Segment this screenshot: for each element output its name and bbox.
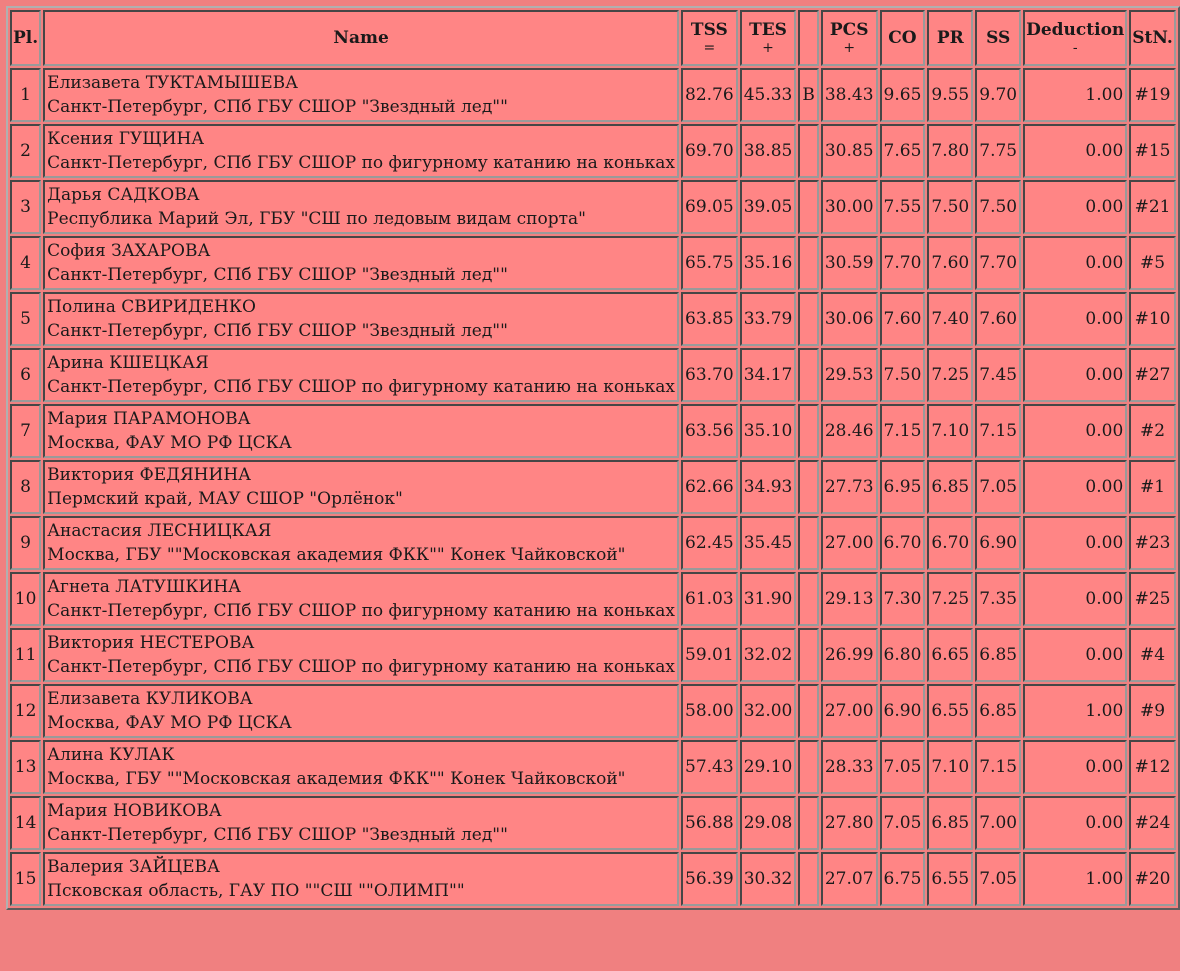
pr-cell: 7.10	[927, 404, 973, 458]
athlete-name: Полина СВИРИДЕНКО	[47, 297, 256, 317]
mark-cell	[798, 740, 819, 794]
athlete-club: Санкт-Петербург, СПб ГБУ СШОР по фигурному катанию на коньках	[47, 153, 676, 173]
pcs-cell: 38.43	[821, 68, 878, 122]
co-cell: 7.05	[880, 796, 926, 850]
co-cell: 6.95	[880, 460, 926, 514]
co-cell: 7.05	[880, 740, 926, 794]
pcs-cell: 27.73	[821, 460, 878, 514]
tes-cell: 34.93	[740, 460, 797, 514]
tes-cell: 45.33	[740, 68, 797, 122]
header-ss: SS	[975, 10, 1021, 66]
tes-cell: 35.45	[740, 516, 797, 570]
athlete-name: Виктория НЕСТЕРОВА	[47, 633, 255, 653]
ss-cell: 7.50	[975, 180, 1021, 234]
ss-cell: 9.70	[975, 68, 1021, 122]
athlete-cell	[43, 684, 679, 738]
placement-cell: 13	[10, 740, 41, 794]
table-row	[10, 628, 1176, 682]
athlete-name: Дарья САДКОВА	[47, 185, 200, 205]
ss-cell: 7.00	[975, 796, 1021, 850]
deduction-cell: 0.00	[1023, 236, 1127, 290]
tss-cell: 63.70	[681, 348, 738, 402]
deduction-cell: 0.00	[1023, 292, 1127, 346]
tss-cell: 62.45	[681, 516, 738, 570]
tes-cell: 29.10	[740, 740, 797, 794]
athlete-cell	[43, 68, 679, 122]
mark-cell	[798, 460, 819, 514]
pr-cell: 6.55	[927, 684, 973, 738]
athlete-club: Санкт-Петербург, СПб ГБУ СШОР по фигурному катанию на коньках	[47, 601, 676, 621]
pr-cell: 6.85	[927, 460, 973, 514]
table-row	[10, 572, 1176, 626]
mark-cell	[798, 180, 819, 234]
start-number-cell: #2	[1129, 404, 1176, 458]
ss-cell: 6.85	[975, 684, 1021, 738]
placement-cell: 12	[10, 684, 41, 738]
tss-cell: 56.39	[681, 852, 738, 906]
pcs-cell: 28.46	[821, 404, 878, 458]
tss-cell: 57.43	[681, 740, 738, 794]
tes-cell: 31.90	[740, 572, 797, 626]
pcs-cell: 30.00	[821, 180, 878, 234]
tss-cell: 62.66	[681, 460, 738, 514]
athlete-cell	[43, 572, 679, 626]
start-number-cell: #5	[1129, 236, 1176, 290]
table-row	[10, 460, 1176, 514]
athlete-cell	[43, 348, 679, 402]
placement-cell: 1	[10, 68, 41, 122]
pr-cell: 7.10	[927, 740, 973, 794]
mark-cell	[798, 292, 819, 346]
start-number-cell: #12	[1129, 740, 1176, 794]
pcs-cell: 28.33	[821, 740, 878, 794]
tes-cell: 34.17	[740, 348, 797, 402]
tss-cell: 65.75	[681, 236, 738, 290]
start-number-cell: #10	[1129, 292, 1176, 346]
athlete-cell	[43, 628, 679, 682]
athlete-club: Санкт-Петербург, СПб ГБУ СШОР по фигурному катанию на коньках	[47, 657, 676, 677]
athlete-name: Виктория ФЕДЯНИНА	[47, 465, 252, 485]
start-number-cell: #9	[1129, 684, 1176, 738]
athlete-name: Анастасия ЛЕСНИЦКАЯ	[47, 521, 272, 541]
start-number-cell: #27	[1129, 348, 1176, 402]
mark-cell	[798, 684, 819, 738]
co-cell: 6.70	[880, 516, 926, 570]
start-number-cell: #21	[1129, 180, 1176, 234]
placement-cell: 3	[10, 180, 41, 234]
header-deduction-sign: -	[1072, 40, 1078, 56]
tss-cell: 69.05	[681, 180, 738, 234]
tss-cell: 61.03	[681, 572, 738, 626]
placement-cell: 2	[10, 124, 41, 178]
pcs-cell: 27.00	[821, 516, 878, 570]
tss-cell: 56.88	[681, 796, 738, 850]
placement-cell: 8	[10, 460, 41, 514]
tss-cell: 69.70	[681, 124, 738, 178]
deduction-cell: 0.00	[1023, 124, 1127, 178]
header-tes-sign: +	[762, 40, 774, 56]
ss-cell: 7.15	[975, 740, 1021, 794]
header-name: Name	[43, 10, 679, 66]
mark-cell	[798, 516, 819, 570]
athlete-name: София ЗАХАРОВА	[47, 241, 211, 261]
deduction-cell: 1.00	[1023, 68, 1127, 122]
pcs-cell: 30.85	[821, 124, 878, 178]
deduction-cell: 0.00	[1023, 516, 1127, 570]
tes-cell: 32.00	[740, 684, 797, 738]
start-number-cell: #20	[1129, 852, 1176, 906]
athlete-club: Санкт-Петербург, СПб ГБУ СШОР "Звездный лед""	[47, 825, 508, 845]
placement-cell: 14	[10, 796, 41, 850]
athlete-club: Пермский край, МАУ СШОР "Орлёнок"	[47, 489, 403, 509]
tss-cell: 63.85	[681, 292, 738, 346]
placement-cell: 11	[10, 628, 41, 682]
placement-cell: 6	[10, 348, 41, 402]
athlete-name: Мария ПАРАМОНОВА	[47, 409, 251, 429]
athlete-name: Валерия ЗАЙЦЕВА	[47, 857, 220, 877]
ss-cell: 7.75	[975, 124, 1021, 178]
co-cell: 7.60	[880, 292, 926, 346]
athlete-club: Псковская область, ГАУ ПО ""СШ ""ОЛИМП""	[47, 881, 465, 901]
athlete-club: Санкт-Петербург, СПб ГБУ СШОР по фигурному катанию на коньках	[47, 377, 676, 397]
pr-cell: 7.80	[927, 124, 973, 178]
pr-cell: 6.70	[927, 516, 973, 570]
pr-cell: 7.25	[927, 572, 973, 626]
ss-cell: 7.60	[975, 292, 1021, 346]
tes-cell: 32.02	[740, 628, 797, 682]
deduction-cell: 0.00	[1023, 180, 1127, 234]
pcs-cell: 30.59	[821, 236, 878, 290]
table-row	[10, 124, 1176, 178]
athlete-name: Елизавета ТУКТАМЫШЕВА	[47, 73, 298, 93]
pcs-cell: 30.06	[821, 292, 878, 346]
athlete-cell	[43, 292, 679, 346]
mark-cell	[798, 796, 819, 850]
pcs-cell: 29.53	[821, 348, 878, 402]
tss-cell: 82.76	[681, 68, 738, 122]
co-cell: 7.30	[880, 572, 926, 626]
ss-cell: 7.70	[975, 236, 1021, 290]
placement-cell: 9	[10, 516, 41, 570]
athlete-cell	[43, 236, 679, 290]
athlete-cell	[43, 460, 679, 514]
table-row	[10, 852, 1176, 906]
header-tes	[740, 10, 797, 66]
athlete-club: Санкт-Петербург, СПб ГБУ СШОР "Звездный лед""	[47, 97, 508, 117]
start-number-cell: #19	[1129, 68, 1176, 122]
co-cell: 7.65	[880, 124, 926, 178]
athlete-club: Республика Марий Эл, ГБУ "СШ по ледовым видам спорта"	[47, 209, 586, 229]
header-pcs-sign: +	[843, 40, 856, 56]
pcs-cell: 27.07	[821, 852, 878, 906]
deduction-cell: 1.00	[1023, 684, 1127, 738]
header-deduction-label: Deduction	[1026, 20, 1125, 40]
header-row	[10, 10, 1176, 66]
placement-cell: 7	[10, 404, 41, 458]
table-row	[10, 348, 1176, 402]
table-row	[10, 684, 1176, 738]
deduction-cell: 0.00	[1023, 348, 1127, 402]
athlete-club: Москва, ФАУ МО РФ ЦСКА	[47, 713, 292, 733]
mark-cell	[798, 348, 819, 402]
tes-cell: 29.08	[740, 796, 797, 850]
pr-cell: 7.50	[927, 180, 973, 234]
mark-cell	[798, 124, 819, 178]
pr-cell: 6.85	[927, 796, 973, 850]
pr-cell: 7.40	[927, 292, 973, 346]
co-cell: 9.65	[880, 68, 926, 122]
header-tss	[681, 10, 738, 66]
pcs-cell: 29.13	[821, 572, 878, 626]
tes-cell: 39.05	[740, 180, 797, 234]
deduction-cell: 0.00	[1023, 460, 1127, 514]
tes-cell: 33.79	[740, 292, 797, 346]
athlete-club: Москва, ФАУ МО РФ ЦСКА	[47, 433, 292, 453]
pr-cell: 7.25	[927, 348, 973, 402]
deduction-cell: 0.00	[1023, 628, 1127, 682]
athlete-name: Арина КШЕЦКАЯ	[47, 353, 209, 373]
athlete-name: Агнета ЛАТУШКИНА	[47, 577, 242, 597]
header-deduction	[1023, 10, 1127, 66]
pr-cell: 9.55	[927, 68, 973, 122]
co-cell: 6.75	[880, 852, 926, 906]
table-row	[10, 404, 1176, 458]
table-row	[10, 292, 1176, 346]
athlete-cell	[43, 852, 679, 906]
deduction-cell: 0.00	[1023, 740, 1127, 794]
co-cell: 7.50	[880, 348, 926, 402]
athlete-name: Ксения ГУЩИНА	[47, 129, 205, 149]
ss-cell: 7.15	[975, 404, 1021, 458]
tss-cell: 59.01	[681, 628, 738, 682]
header-pr: PR	[927, 10, 973, 66]
header-co: CO	[880, 10, 926, 66]
table-row	[10, 516, 1176, 570]
table-row	[10, 740, 1176, 794]
mark-cell	[798, 628, 819, 682]
mark-cell: B	[798, 68, 819, 122]
start-number-cell: #24	[1129, 796, 1176, 850]
results-table	[6, 6, 1180, 910]
co-cell: 6.90	[880, 684, 926, 738]
pr-cell: 6.55	[927, 852, 973, 906]
co-cell: 7.55	[880, 180, 926, 234]
co-cell: 6.80	[880, 628, 926, 682]
placement-cell: 15	[10, 852, 41, 906]
start-number-cell: #4	[1129, 628, 1176, 682]
tss-cell: 63.56	[681, 404, 738, 458]
athlete-name: Мария НОВИКОВА	[47, 801, 222, 821]
athlete-cell	[43, 124, 679, 178]
tes-cell: 30.32	[740, 852, 797, 906]
athlete-cell	[43, 796, 679, 850]
athlete-cell	[43, 740, 679, 794]
athlete-club: Санкт-Петербург, СПб ГБУ СШОР "Звездный лед""	[47, 265, 508, 285]
tes-cell: 35.16	[740, 236, 797, 290]
mark-cell	[798, 572, 819, 626]
table-row	[10, 796, 1176, 850]
athlete-club: Москва, ГБУ ""Московская академия ФКК"" Конек Чайковской"	[47, 545, 626, 565]
table-row	[10, 180, 1176, 234]
tes-cell: 38.85	[740, 124, 797, 178]
start-number-cell: #15	[1129, 124, 1176, 178]
deduction-cell: 0.00	[1023, 796, 1127, 850]
athlete-club: Санкт-Петербург, СПб ГБУ СШОР "Звездный лед""	[47, 321, 508, 341]
athlete-club: Москва, ГБУ ""Московская академия ФКК"" Конек Чайковской"	[47, 769, 626, 789]
deduction-cell: 0.00	[1023, 404, 1127, 458]
athlete-cell	[43, 516, 679, 570]
tes-cell: 35.10	[740, 404, 797, 458]
ss-cell: 7.05	[975, 460, 1021, 514]
placement-cell: 10	[10, 572, 41, 626]
start-number-cell: #23	[1129, 516, 1176, 570]
table-row	[10, 68, 1176, 122]
header-mark	[798, 10, 819, 66]
header-pcs-label: PCS	[829, 20, 869, 40]
co-cell: 7.70	[880, 236, 926, 290]
pcs-cell: 27.00	[821, 684, 878, 738]
pcs-cell: 27.80	[821, 796, 878, 850]
athlete-cell	[43, 180, 679, 234]
ss-cell: 6.90	[975, 516, 1021, 570]
deduction-cell: 1.00	[1023, 852, 1127, 906]
pr-cell: 6.65	[927, 628, 973, 682]
header-pcs	[821, 10, 878, 66]
mark-cell	[798, 236, 819, 290]
deduction-cell: 0.00	[1023, 572, 1127, 626]
athlete-name: Алина КУЛАК	[47, 745, 175, 765]
ss-cell: 6.85	[975, 628, 1021, 682]
tss-cell: 58.00	[681, 684, 738, 738]
ss-cell: 7.05	[975, 852, 1021, 906]
start-number-cell: #1	[1129, 460, 1176, 514]
mark-cell	[798, 404, 819, 458]
header-tes-label: TES	[749, 20, 787, 40]
header-stn: StN.	[1129, 10, 1176, 66]
header-tss-sign: =	[703, 40, 716, 56]
mark-cell	[798, 852, 819, 906]
placement-cell: 4	[10, 236, 41, 290]
ss-cell: 7.45	[975, 348, 1021, 402]
athlete-name: Елизавета КУЛИКОВА	[47, 689, 253, 709]
pr-cell: 7.60	[927, 236, 973, 290]
ss-cell: 7.35	[975, 572, 1021, 626]
results-body	[10, 68, 1176, 906]
header-pl: Pl.	[10, 10, 41, 66]
athlete-cell	[43, 404, 679, 458]
table-row	[10, 236, 1176, 290]
start-number-cell: #25	[1129, 572, 1176, 626]
pcs-cell: 26.99	[821, 628, 878, 682]
placement-cell: 5	[10, 292, 41, 346]
header-tss-label: TSS	[690, 20, 728, 40]
co-cell: 7.15	[880, 404, 926, 458]
